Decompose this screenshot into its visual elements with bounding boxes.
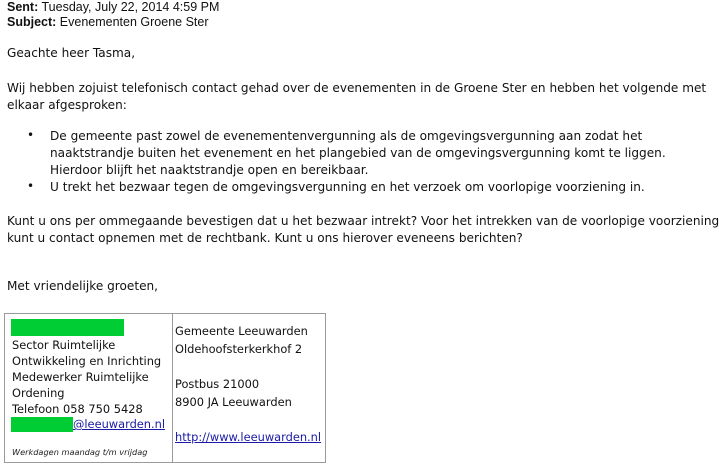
phone-number: Telefoon 058 750 5428 — [12, 402, 143, 416]
signature-table — [4, 313, 326, 463]
intro-line-1: Wij hebben zojuist telefonisch contact gehad over de evenementen in de Groene Ster en hebben het volgende met — [7, 81, 707, 95]
redacted-email-user — [11, 417, 73, 432]
org-address: Oldehoofsterkerkhof 2 — [175, 342, 303, 356]
bullet-2-text: U trekt het bezwaar tegen de omgevingsvergunning en het verzoek om voorlopige voorziening in. — [50, 180, 645, 194]
signature-divider — [172, 314, 173, 462]
intro-line-2: elkaar afgesproken: — [7, 98, 127, 112]
po-box: Postbus 21000 — [175, 377, 260, 391]
email-link[interactable]: @leeuwarden.nl — [73, 417, 166, 431]
subject-label: Subject: — [7, 15, 57, 29]
redacted-name — [11, 319, 124, 336]
bullet-2-marker: • — [27, 179, 35, 193]
closing: Met vriendelijke groeten, — [7, 279, 159, 293]
org-name: Gemeente Leeuwarden — [175, 324, 308, 338]
bullet-1-line-3: Hierdoor blijft het naaktstrandje open en bereikbaar. — [50, 163, 369, 177]
request-line-1: Kunt u ons per ommegaande bevestigen dat u het bezwaar intrekt? Voor het intrekken van de voorlopige voorziening — [7, 214, 719, 228]
greeting: Geachte heer Tasma, — [7, 46, 136, 60]
bullet-1-marker: • — [27, 128, 35, 142]
bullet-1-line-1: De gemeente past zowel de evenementenvergunning als de omgevingsvergunning aan zodat het — [50, 129, 643, 143]
bullet-1-line-2: naaktstrandje buiten het evenement en het plangebied van de omgevingsvergunning komt te liggen. — [50, 146, 666, 160]
request-line-2: kunt u contact opnemen met de rechtbank. Kunt u ons hierover eveneens berichten? — [7, 231, 523, 245]
role-line-2: Ordening — [12, 386, 65, 400]
website-link[interactable]: http://www.leeuwarden.nl — [175, 430, 322, 444]
sent-line — [7, 0, 219, 15]
workdays-note: Werkdagen maandag t/m vrijdag — [12, 447, 148, 457]
sent-label: Sent: — [7, 0, 39, 14]
subject-value: Evenementen Groene Ster — [59, 15, 209, 29]
dept-line-2: Ontwikkeling en Inrichting — [12, 354, 162, 368]
sent-value: Tuesday, July 22, 2014 4:59 PM — [41, 0, 220, 14]
postal-city: 8900 JA Leeuwarden — [175, 395, 292, 409]
role-line-1: Medewerker Ruimtelijke — [12, 370, 149, 384]
subject-line — [7, 15, 209, 30]
dept-line-1: Sector Ruimtelijke — [12, 338, 116, 352]
